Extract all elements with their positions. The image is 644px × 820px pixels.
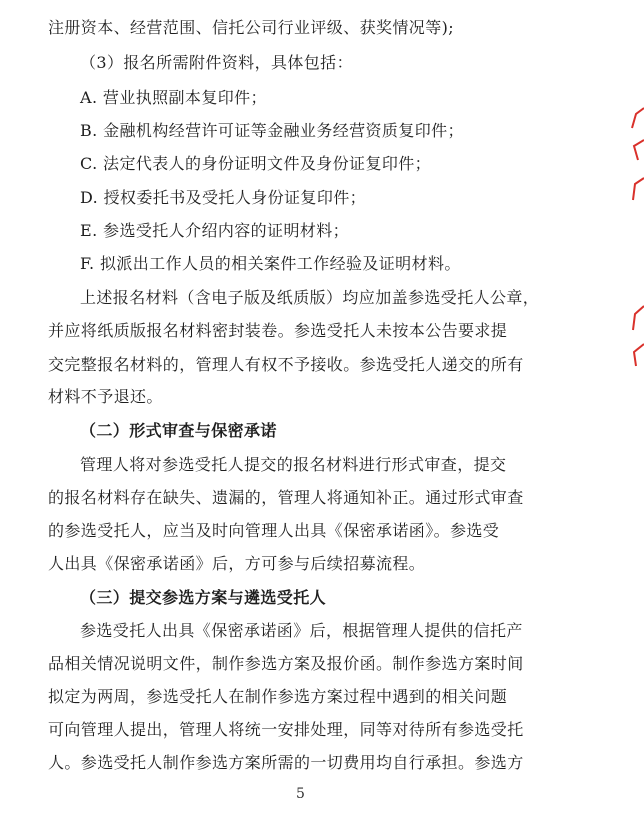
- paragraph-line: 上述报名材料（含电子版及纸质版）均应加盖参选受托人公章，: [80, 288, 540, 307]
- paragraph-line: 人出具《保密承诺函》后，方可参与后续招募流程。: [48, 554, 426, 573]
- paragraph-line: 参选受托人出具《保密承诺函》后，根据管理人提供的信托产: [80, 621, 523, 640]
- paragraph-line: 品相关情况说明文件，制作参选方案及报价函。制作参选方案时间: [48, 654, 524, 673]
- paragraph-line: 材料不予退还。: [48, 387, 163, 406]
- page-number: 5: [296, 786, 305, 802]
- paragraph-line: 人。参选受托人制作参选方案所需的一切费用均自行承担。参选方: [48, 753, 524, 772]
- list-item-e: E. 参选受托人介绍内容的证明材料；: [80, 221, 350, 240]
- paragraph-line: 管理人将对参选受托人提交的报名材料进行形式审查，提交: [80, 455, 507, 474]
- list-item-d: D. 授权委托书及受托人身份证复印件；: [80, 188, 367, 207]
- list-item-b: B. 金融机构经营许可证等金融业务经营资质复印件；: [80, 121, 464, 140]
- paragraph-line: 交完整报名材料的，管理人有权不予接收。参选受托人递交的所有: [48, 355, 524, 374]
- list-item-c: C. 法定代表人的身份证明文件及身份证复印件；: [80, 154, 432, 173]
- seal-stamp-fragment-top: [630, 100, 644, 210]
- text-line-2: （3）报名所需附件资料，具体包括：: [80, 53, 353, 72]
- seal-stamp-fragment-bottom: [630, 300, 644, 370]
- section-heading-2: （二）形式审查与保密承诺: [80, 421, 277, 440]
- text-line-1: 注册资本、经营范围、信托公司行业评级、获奖情况等);: [48, 18, 455, 37]
- paragraph-line: 的报名材料存在缺失、遗漏的，管理人将通知补正。通过形式审查: [48, 488, 524, 507]
- paragraph-line: 的参选受托人，应当及时向管理人出具《保密承诺函》。参选受: [48, 521, 500, 540]
- paragraph-line: 拟定为两周，参选受托人在制作参选方案过程中遇到的相关问题: [48, 687, 508, 706]
- list-item-a: A. 营业执照副本复印件；: [80, 88, 267, 107]
- paragraph-line: 可向管理人提出，管理人将统一安排处理，同等对待所有参选受托: [48, 720, 524, 739]
- list-item-f: F. 拟派出工作人员的相关案件工作经验及证明材料。: [80, 254, 461, 273]
- section-heading-3: （三）提交参选方案与遴选受托人: [80, 588, 327, 607]
- paragraph-line: 并应将纸质版报名材料密封装卷。参选受托人未按本公告要求提: [48, 321, 508, 340]
